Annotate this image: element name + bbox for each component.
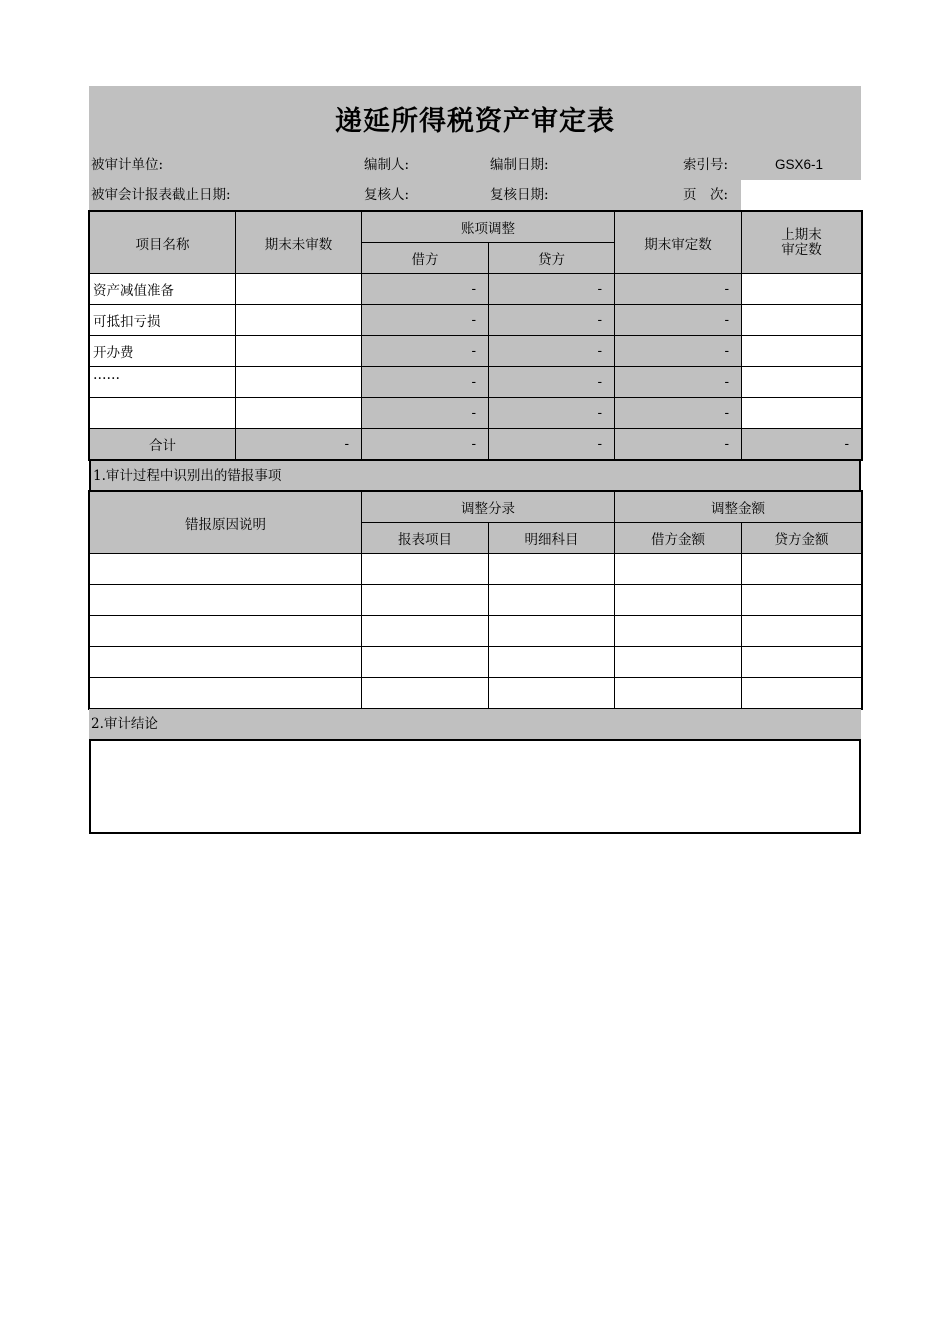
col-header-prior-line2: 审定数 xyxy=(781,241,822,258)
cell-debit-amount[interactable] xyxy=(615,678,742,709)
col-header-amount: 调整金额 xyxy=(615,492,862,523)
col-header-prior xyxy=(742,212,862,274)
page-no-label: 页 次: xyxy=(683,187,729,203)
table-row xyxy=(90,647,862,678)
table-row xyxy=(90,305,862,336)
col-header-prior-line1: 上期末 xyxy=(781,226,822,243)
misstatements-table xyxy=(89,491,862,709)
cell-detail-account[interactable] xyxy=(489,647,615,678)
header-info-row-2 xyxy=(89,180,861,210)
row-prior[interactable] xyxy=(742,398,862,429)
col-header-debit-amount: 借方金额 xyxy=(615,523,742,554)
total-unaudited: - xyxy=(236,429,362,460)
row-audited: - xyxy=(615,305,742,336)
col-header-debit: 借方 xyxy=(362,243,489,274)
row-prior[interactable] xyxy=(742,336,862,367)
row-unaudited[interactable] xyxy=(236,305,362,336)
total-audited: - xyxy=(615,429,742,460)
cell-detail-account[interactable] xyxy=(489,554,615,585)
col-header-audited: 期末审定数 xyxy=(615,212,742,274)
row-credit: - xyxy=(489,367,615,398)
cell-detail-account[interactable] xyxy=(489,585,615,616)
row-unaudited[interactable] xyxy=(236,398,362,429)
row-prior[interactable] xyxy=(742,274,862,305)
row-unaudited[interactable] xyxy=(236,274,362,305)
prep-date-label: 编制日期: xyxy=(490,157,549,173)
row-name: …… xyxy=(90,367,236,398)
main-table xyxy=(89,211,862,460)
row-name: 资产减值准备 xyxy=(90,274,236,305)
preparer-label: 编制人: xyxy=(364,157,410,173)
row-debit: - xyxy=(362,336,489,367)
cell-report-item[interactable] xyxy=(362,678,489,709)
cell-report-item[interactable] xyxy=(362,647,489,678)
cell-debit-amount[interactable] xyxy=(615,585,742,616)
index-value: GSX6-1 xyxy=(775,157,824,172)
cell-credit-amount[interactable] xyxy=(742,647,862,678)
row-prior[interactable] xyxy=(742,367,862,398)
row-audited: - xyxy=(615,398,742,429)
table-row xyxy=(90,398,862,429)
reviewer-label: 复核人: xyxy=(364,187,410,203)
index-label: 索引号: xyxy=(683,157,729,173)
cell-credit-amount[interactable] xyxy=(742,554,862,585)
cell-credit-amount[interactable] xyxy=(742,616,862,647)
row-debit: - xyxy=(362,398,489,429)
cell-report-item[interactable] xyxy=(362,554,489,585)
header-info-row-1 xyxy=(89,150,861,180)
table-row xyxy=(90,274,862,305)
cell-debit-amount[interactable] xyxy=(615,554,742,585)
row-name[interactable] xyxy=(90,398,236,429)
row-audited: - xyxy=(615,367,742,398)
total-credit: - xyxy=(489,429,615,460)
table-row xyxy=(90,616,862,647)
row-prior[interactable] xyxy=(742,305,862,336)
row-name: 可抵扣亏损 xyxy=(90,305,236,336)
review-date-label: 复核日期: xyxy=(490,187,549,203)
cell-reason[interactable] xyxy=(90,647,362,678)
col-header-entry: 调整分录 xyxy=(362,492,615,523)
cell-debit-amount[interactable] xyxy=(615,647,742,678)
row-debit: - xyxy=(362,367,489,398)
col-header-credit-amount: 贷方金额 xyxy=(742,523,862,554)
row-debit: - xyxy=(362,305,489,336)
total-row xyxy=(90,429,862,460)
row-credit: - xyxy=(489,305,615,336)
cell-reason[interactable] xyxy=(90,554,362,585)
cell-reason[interactable] xyxy=(90,616,362,647)
misstatements-section-title: 1.审计过程中识别出的错报事项 xyxy=(89,461,861,491)
audited-unit-label: 被审计单位: xyxy=(91,157,164,173)
cell-credit-amount[interactable] xyxy=(742,585,862,616)
table-row xyxy=(90,585,862,616)
col-header-report-item: 报表项目 xyxy=(362,523,489,554)
row-credit: - xyxy=(489,336,615,367)
page-title-text: 递延所得税资产审定表 xyxy=(335,105,615,137)
row-audited: - xyxy=(615,336,742,367)
conclusion-section-title: 2.审计结论 xyxy=(89,709,861,739)
cell-reason[interactable] xyxy=(90,678,362,709)
row-unaudited[interactable] xyxy=(236,336,362,367)
cell-report-item[interactable] xyxy=(362,585,489,616)
row-name: 开办费 xyxy=(90,336,236,367)
col-header-item-name: 项目名称 xyxy=(90,212,236,274)
table-row xyxy=(90,336,862,367)
col-header-credit: 贷方 xyxy=(489,243,615,274)
table-row xyxy=(90,554,862,585)
cell-detail-account[interactable] xyxy=(489,616,615,647)
total-debit: - xyxy=(362,429,489,460)
page-no-field[interactable] xyxy=(741,180,861,210)
cell-reason[interactable] xyxy=(90,585,362,616)
total-prior: - xyxy=(742,429,862,460)
col-header-unaudited: 期末未审数 xyxy=(236,212,362,274)
cell-detail-account[interactable] xyxy=(489,678,615,709)
row-debit: - xyxy=(362,274,489,305)
table-row xyxy=(90,678,862,709)
row-unaudited[interactable] xyxy=(236,367,362,398)
col-header-reason: 错报原因说明 xyxy=(90,492,362,554)
cell-debit-amount[interactable] xyxy=(615,616,742,647)
table-row xyxy=(90,367,862,398)
row-audited: - xyxy=(615,274,742,305)
page-title xyxy=(89,86,861,150)
conclusion-box[interactable] xyxy=(89,739,861,834)
period-end-label: 被审会计报表截止日期: xyxy=(91,187,231,203)
col-header-adjustment: 账项调整 xyxy=(362,212,615,243)
cell-report-item[interactable] xyxy=(362,616,489,647)
row-credit: - xyxy=(489,398,615,429)
total-label: 合计 xyxy=(90,429,236,460)
cell-credit-amount[interactable] xyxy=(742,678,862,709)
col-header-detail-account: 明细科目 xyxy=(489,523,615,554)
row-credit: - xyxy=(489,274,615,305)
